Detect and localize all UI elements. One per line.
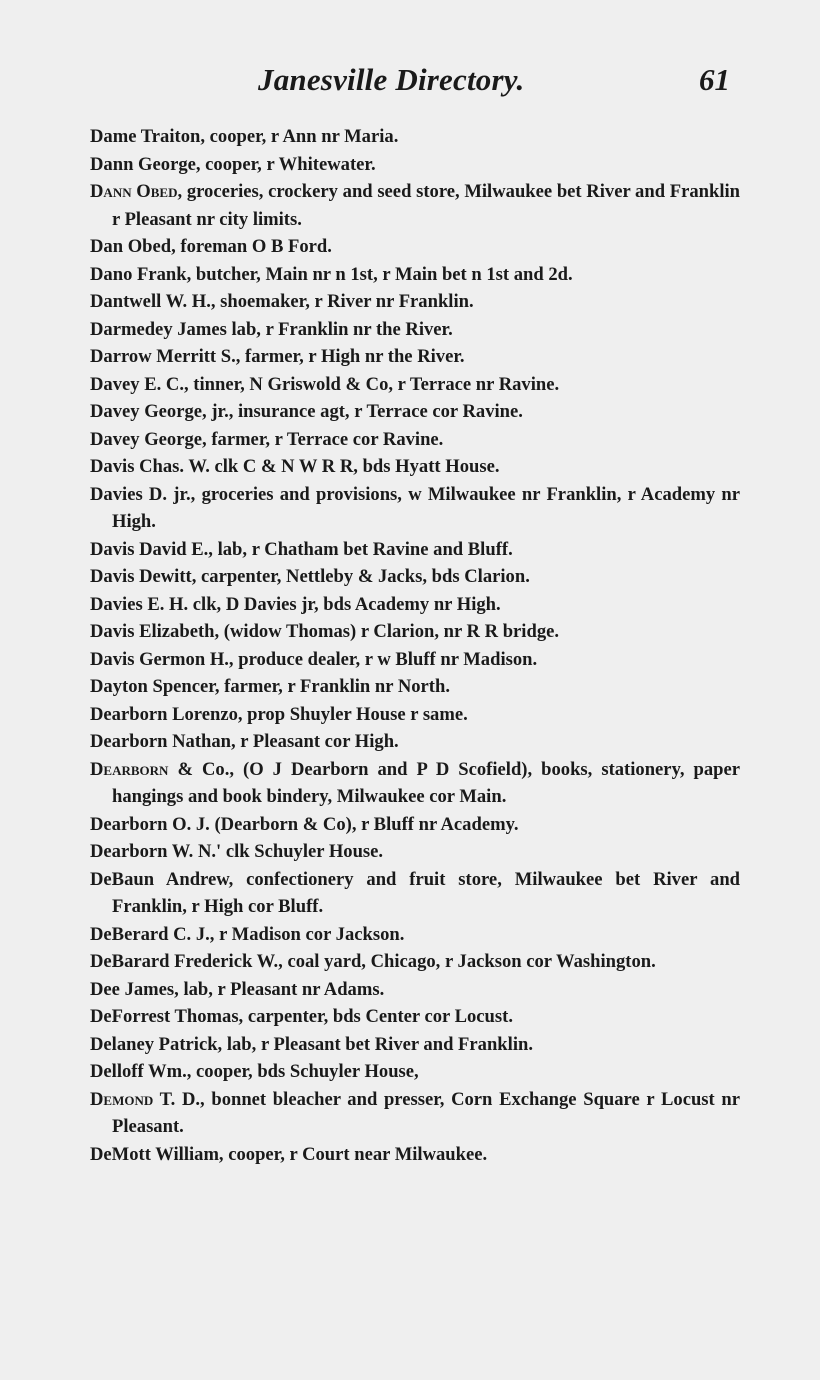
page-header	[90, 62, 730, 102]
entry-text: DeBaun Andrew, confectionery and fruit store, Milwaukee bet River and Franklin, r High cor Bluff.	[90, 868, 740, 917]
entry-text: Dearborn Nathan, r Pleasant cor High.	[90, 731, 399, 752]
directory-entry	[90, 316, 740, 344]
directory-entry	[90, 123, 740, 151]
entry-text: Dano Frank, butcher, Main nr n 1st, r Main bet n 1st and 2d.	[90, 263, 573, 285]
directory-entry	[90, 151, 740, 179]
entry-text: Davis Germon H., produce dealer, r w Bluff nr Madison.	[90, 648, 538, 670]
entry-text: Delloff Wm., cooper, bds Schuyler House,	[90, 1061, 419, 1082]
entry-text: DeBarard Frederick W., coal yard, Chicago, r Jackson cor Washington.	[90, 951, 656, 972]
directory-entry	[90, 288, 740, 316]
entry-text: Davey E. C., tinner, N Griswold & Co, r Terrace nr Ravine.	[90, 373, 560, 395]
directory-entry	[90, 1086, 740, 1141]
directory-entry	[90, 921, 740, 949]
directory-entry	[90, 233, 740, 261]
entry-text: Davis Dewitt, carpenter, Nettleby & Jacks, bds Clarion.	[90, 566, 530, 587]
directory-entry	[90, 1031, 740, 1059]
directory-entry	[90, 728, 740, 756]
directory-entry	[90, 426, 740, 454]
directory-entry	[90, 948, 740, 976]
entry-text: Davies D. jr., groceries and provisions, w Milwaukee nr Franklin, r Academy nr High.	[90, 483, 740, 532]
directory-entry	[90, 976, 740, 1004]
directory-entry	[90, 343, 740, 371]
entry-text: Davey George, jr., insurance agt, r Terrace cor Ravine.	[90, 401, 523, 422]
page-number: 61	[699, 62, 730, 97]
directory-entry	[90, 398, 740, 426]
entry-text: Dantwell W. H., shoemaker, r River nr Franklin.	[90, 291, 474, 312]
directory-entry	[90, 1058, 740, 1086]
entry-text: , groceries, crockery and seed store, Milwaukee bet River and Franklin r Pleasant nr city limits.	[112, 181, 740, 230]
entry-text: Davey George, farmer, r Terrace cor Ravine.	[90, 428, 444, 450]
directory-entry	[90, 371, 740, 399]
entry-text: Dearborn O. J. (Dearborn & Co), r Bluff nr Academy.	[90, 813, 519, 835]
entry-text: Dearborn W. N.' clk Schuyler House.	[90, 841, 384, 862]
directory-entry	[90, 756, 740, 811]
directory-entry	[90, 1141, 740, 1169]
entry-text: Darrow Merritt S., farmer, r High nr the River.	[90, 346, 465, 367]
entry-text: Dee James, lab, r Pleasant nr Adams.	[90, 978, 385, 1000]
entry-text: DeMott William, cooper, r Court near Milwaukee.	[90, 1143, 488, 1165]
entry-text: Delaney Patrick, lab, r Pleasant bet River and Franklin.	[90, 1033, 533, 1055]
directory-entry	[90, 178, 740, 233]
entry-text: DeForrest Thomas, carpenter, bds Center cor Locust.	[90, 1006, 513, 1027]
entry-text: Davis Chas. W. clk C & N W R R, bds Hyatt House.	[90, 456, 500, 477]
entry-text: Dearborn Lorenzo, prop Shuyler House r same.	[90, 703, 468, 725]
directory-entry	[90, 701, 740, 729]
entry-text: Dan Obed, foreman O B Ford.	[90, 236, 332, 257]
directory-entry	[90, 673, 740, 701]
directory-entry	[90, 838, 740, 866]
entry-text: & Co., (O J Dearborn and P D Scofield), books, stationery, paper hangings and book bindery, Milwaukee cor Main.	[112, 758, 740, 807]
entry-text: Davies E. H. clk, D Davies jr, bds Academy nr High.	[90, 593, 501, 615]
entry-name-smallcaps: Dearborn	[90, 758, 169, 780]
directory-entry	[90, 811, 740, 839]
entry-text: Davis David E., lab, r Chatham bet Ravine and Bluff.	[90, 538, 513, 560]
directory-entry	[90, 481, 740, 536]
directory-entry	[90, 866, 740, 921]
entry-text: T. D., bonnet bleacher and presser, Corn Exchange Square r Locust nr Pleasant.	[112, 1088, 740, 1137]
directory-entry	[90, 563, 740, 591]
directory-entry	[90, 453, 740, 481]
entry-text: Davis Elizabeth, (widow Thomas) r Clarion, nr R R bridge.	[90, 621, 560, 642]
directory-entry	[90, 1003, 740, 1031]
entry-name-smallcaps: Dann Obed	[90, 181, 178, 202]
entry-text: Dame Traiton, cooper, r Ann nr Maria.	[90, 126, 399, 147]
running-title: Janesville Directory.	[258, 62, 525, 97]
directory-entry	[90, 591, 740, 619]
directory-listing	[90, 123, 740, 1168]
directory-entry	[90, 646, 740, 674]
directory-entry	[90, 618, 740, 646]
entry-name-smallcaps: Demond	[90, 1088, 154, 1110]
entry-text: Darmedey James lab, r Franklin nr the River.	[90, 318, 453, 340]
entry-text: Dayton Spencer, farmer, r Franklin nr North.	[90, 676, 450, 697]
directory-entry	[90, 536, 740, 564]
directory-entry	[90, 261, 740, 289]
entry-text: DeBerard C. J., r Madison cor Jackson.	[90, 923, 405, 945]
entry-text: Dann George, cooper, r Whitewater.	[90, 153, 376, 175]
